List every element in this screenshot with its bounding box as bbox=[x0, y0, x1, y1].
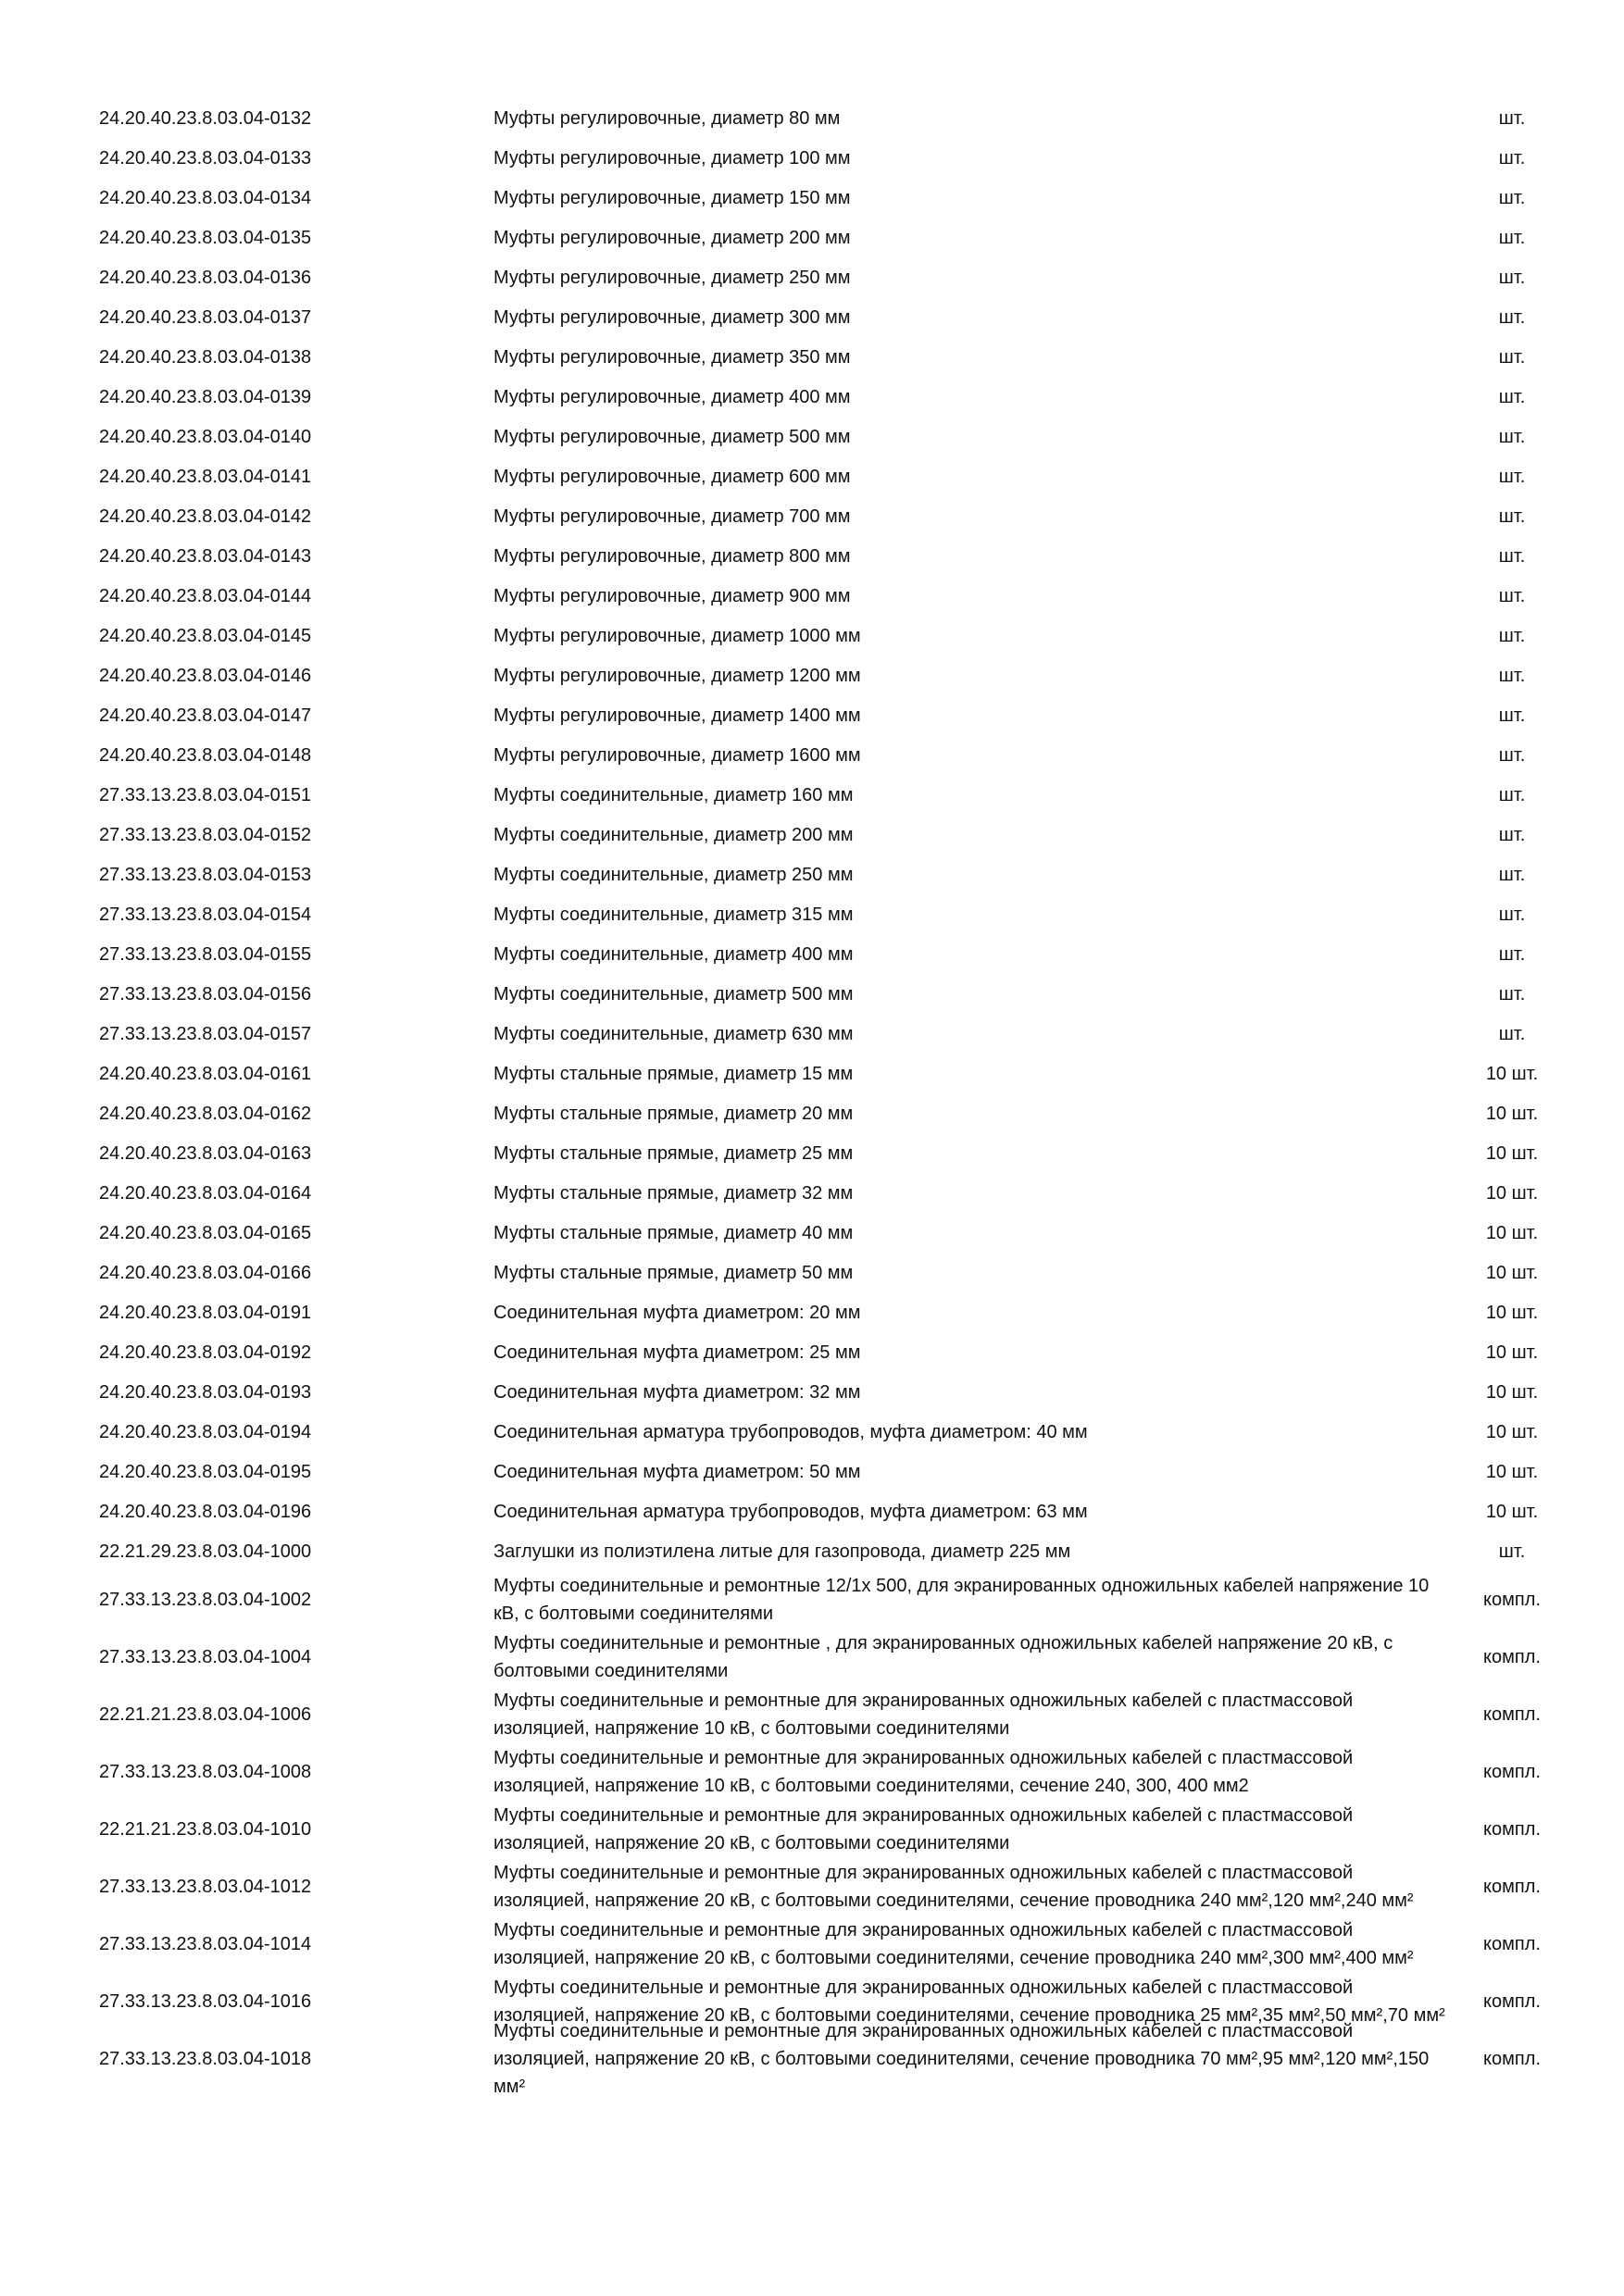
item-unit: компл. bbox=[1483, 1934, 1541, 1954]
item-code: 24.20.40.23.8.03.04-0162 bbox=[99, 1103, 312, 1124]
item-name: Муфты соединительные и ремонтные для экранированных одножильных кабелей с пластмассовой изоляцией, напряжение 20 кВ, с болтовыми соединителями, сечение проводника 70 мм²,95 мм²,120 мм²,150 мм² bbox=[493, 2021, 1430, 2097]
table-row bbox=[0, 1173, 1624, 1213]
item-code: 24.20.40.23.8.03.04-0148 bbox=[99, 744, 312, 766]
item-unit: 10 шт. bbox=[1485, 1341, 1539, 1363]
item-name: Соединительная муфта диаметром: 32 мм bbox=[493, 1381, 861, 1403]
table-row bbox=[0, 1133, 1624, 1173]
item-name: Муфты стальные прямые, диаметр 40 мм bbox=[493, 1222, 854, 1243]
item-name: Муфты регулировочные, диаметр 1400 мм bbox=[493, 705, 861, 726]
item-name: Муфты регулировочные, диаметр 200 мм bbox=[493, 227, 851, 248]
item-name: Муфты регулировочные, диаметр 350 мм bbox=[493, 346, 851, 368]
item-unit: компл. bbox=[1483, 1877, 1541, 1897]
table-row bbox=[0, 1686, 1624, 1743]
item-name: Муфты соединительные и ремонтные для экранированных одножильных кабелей с пластмассовой изоляцией, напряжение 20 кВ, с болтовыми соединителями, сечение проводника 240 мм²,300 мм²,400 мм² bbox=[493, 1920, 1414, 1968]
item-name: Муфты стальные прямые, диаметр 32 мм bbox=[493, 1182, 854, 1204]
item-unit: шт. bbox=[1498, 346, 1526, 368]
item-name: Муфты регулировочные, диаметр 150 мм bbox=[493, 187, 851, 208]
item-code: 24.20.40.23.8.03.04-0135 bbox=[99, 227, 312, 248]
table-row bbox=[0, 1915, 1624, 1973]
price-list-table bbox=[0, 98, 1624, 2097]
table-row bbox=[0, 576, 1624, 616]
item-unit: компл. bbox=[1483, 1991, 1541, 2012]
table-row bbox=[0, 1412, 1624, 1452]
item-code: 24.20.40.23.8.03.04-0132 bbox=[99, 107, 312, 129]
item-code: 24.20.40.23.8.03.04-0142 bbox=[99, 505, 312, 527]
table-row bbox=[0, 974, 1624, 1014]
item-unit: шт. bbox=[1498, 824, 1526, 845]
item-name: Муфты соединительные и ремонтные для экранированных одножильных кабелей с пластмассовой изоляцией, напряжение 10 кВ, с болтовыми соединителями, сечение 240, 300, 400 мм2 bbox=[493, 1748, 1354, 1796]
item-unit: шт. bbox=[1498, 466, 1526, 487]
item-code: 22.21.21.23.8.03.04-1006 bbox=[99, 1704, 312, 1725]
table-row bbox=[0, 775, 1624, 815]
table-row bbox=[0, 1372, 1624, 1412]
item-name: Муфты соединительные и ремонтные для экранированных одножильных кабелей с пластмассовой изоляцией, напряжение 20 кВ, с болтовыми соединителями bbox=[493, 1805, 1354, 1853]
item-unit: 10 шт. bbox=[1485, 1222, 1539, 1243]
item-code: 27.33.13.23.8.03.04-1012 bbox=[99, 1877, 312, 1897]
table-row bbox=[0, 1858, 1624, 1915]
item-unit: шт. bbox=[1498, 505, 1526, 527]
item-unit: компл. bbox=[1483, 1590, 1541, 1610]
item-code: 24.20.40.23.8.03.04-0145 bbox=[99, 625, 312, 646]
item-unit: 10 шт. bbox=[1485, 1182, 1539, 1204]
item-name: Муфты соединительные и ремонтные для экранированных одножильных кабелей с пластмассовой изоляцией, напряжение 20 кВ, с болтовыми соединителями, сечение проводника 25 мм²,35 мм²,50 мм²,70 мм² bbox=[493, 1978, 1445, 2026]
item-name: Муфты стальные прямые, диаметр 25 мм bbox=[493, 1142, 854, 1164]
item-name: Муфты соединительные, диаметр 315 мм bbox=[493, 904, 854, 925]
item-code: 27.33.13.23.8.03.04-0152 bbox=[99, 824, 312, 845]
item-code: 24.20.40.23.8.03.04-0133 bbox=[99, 147, 312, 168]
item-code: 27.33.13.23.8.03.04-1016 bbox=[99, 1991, 312, 2012]
table-row bbox=[0, 337, 1624, 377]
item-code: 24.20.40.23.8.03.04-0139 bbox=[99, 386, 312, 407]
table-row bbox=[0, 1093, 1624, 1133]
item-code: 24.20.40.23.8.03.04-0134 bbox=[99, 187, 312, 208]
item-unit: компл. bbox=[1483, 1762, 1541, 1782]
table-row bbox=[0, 855, 1624, 894]
item-code: 24.20.40.23.8.03.04-0141 bbox=[99, 466, 312, 487]
item-code: 24.20.40.23.8.03.04-0194 bbox=[99, 1421, 312, 1442]
table-row bbox=[0, 377, 1624, 417]
item-name: Муфты соединительные и ремонтные , для экранированных одножильных кабелей напряжение 20 кВ, с болтовыми соединителями bbox=[493, 1633, 1393, 1681]
item-code: 24.20.40.23.8.03.04-0164 bbox=[99, 1182, 312, 1204]
item-unit: компл. bbox=[1483, 1647, 1541, 1667]
item-name: Муфты регулировочные, диаметр 1200 мм bbox=[493, 665, 861, 686]
item-code: 24.20.40.23.8.03.04-0192 bbox=[99, 1341, 312, 1363]
table-row bbox=[0, 1054, 1624, 1093]
item-unit: шт. bbox=[1498, 267, 1526, 288]
item-code: 24.20.40.23.8.03.04-0195 bbox=[99, 1461, 312, 1482]
item-name: Муфты стальные прямые, диаметр 15 мм bbox=[493, 1063, 854, 1084]
item-unit: 10 шт. bbox=[1485, 1262, 1539, 1283]
table-row bbox=[0, 655, 1624, 695]
item-code: 27.33.13.23.8.03.04-0155 bbox=[99, 943, 312, 965]
item-unit: 10 шт. bbox=[1485, 1501, 1539, 1522]
item-name: Соединительная арматура трубопроводов, муфта диаметром: 40 мм bbox=[493, 1421, 1088, 1442]
item-code: 24.20.40.23.8.03.04-0138 bbox=[99, 346, 312, 368]
item-name: Муфты регулировочные, диаметр 400 мм bbox=[493, 386, 851, 407]
item-name: Муфты стальные прямые, диаметр 20 мм bbox=[493, 1103, 854, 1124]
item-name: Муфты регулировочные, диаметр 250 мм bbox=[493, 267, 851, 288]
item-name: Муфты соединительные, диаметр 160 мм bbox=[493, 784, 854, 805]
item-name: Муфты соединительные и ремонтные для экранированных одножильных кабелей с пластмассовой изоляцией, напряжение 10 кВ, с болтовыми соединителями bbox=[493, 1691, 1354, 1739]
item-name: Соединительная муфта диаметром: 25 мм bbox=[493, 1341, 861, 1363]
item-code: 24.20.40.23.8.03.04-0163 bbox=[99, 1142, 312, 1164]
item-unit: 10 шт. bbox=[1485, 1063, 1539, 1084]
item-code: 22.21.29.23.8.03.04-1000 bbox=[99, 1541, 312, 1562]
table-row bbox=[0, 417, 1624, 456]
item-code: 27.33.13.23.8.03.04-1018 bbox=[99, 2049, 312, 2069]
item-unit: шт. bbox=[1498, 904, 1526, 925]
item-code: 27.33.13.23.8.03.04-1014 bbox=[99, 1934, 312, 1954]
table-row bbox=[0, 536, 1624, 576]
item-code: 24.20.40.23.8.03.04-0136 bbox=[99, 267, 312, 288]
item-unit: 10 шт. bbox=[1485, 1381, 1539, 1403]
table-row bbox=[0, 894, 1624, 934]
item-code: 27.33.13.23.8.03.04-0156 bbox=[99, 983, 312, 1004]
table-row bbox=[0, 934, 1624, 974]
item-name: Муфты соединительные, диаметр 250 мм bbox=[493, 864, 854, 885]
item-unit: 10 шт. bbox=[1485, 1103, 1539, 1124]
table-row bbox=[0, 1014, 1624, 1054]
item-unit: шт. bbox=[1498, 864, 1526, 885]
item-unit: компл. bbox=[1483, 1819, 1541, 1840]
item-name: Муфты регулировочные, диаметр 700 мм bbox=[493, 505, 851, 527]
table-row bbox=[0, 1332, 1624, 1372]
item-code: 24.20.40.23.8.03.04-0146 bbox=[99, 665, 312, 686]
item-code: 24.20.40.23.8.03.04-0193 bbox=[99, 1381, 312, 1403]
item-code: 24.20.40.23.8.03.04-0161 bbox=[99, 1063, 312, 1084]
table-row bbox=[0, 1743, 1624, 1801]
table-row bbox=[0, 1801, 1624, 1858]
item-unit: шт. bbox=[1498, 545, 1526, 567]
item-name: Соединительная арматура трубопроводов, муфта диаметром: 63 мм bbox=[493, 1501, 1088, 1522]
item-name: Муфты регулировочные, диаметр 500 мм bbox=[493, 426, 851, 447]
item-name: Муфты регулировочные, диаметр 80 мм bbox=[493, 107, 841, 129]
item-code: 24.20.40.23.8.03.04-0191 bbox=[99, 1302, 312, 1323]
item-code: 27.33.13.23.8.03.04-0151 bbox=[99, 784, 312, 805]
item-unit: шт. bbox=[1498, 625, 1526, 646]
item-unit: шт. bbox=[1498, 983, 1526, 1004]
item-unit: шт. bbox=[1498, 784, 1526, 805]
item-name: Муфты регулировочные, диаметр 900 мм bbox=[493, 585, 851, 606]
table-row bbox=[0, 2021, 1624, 2097]
item-unit: шт. bbox=[1498, 744, 1526, 766]
table-row bbox=[0, 815, 1624, 855]
table-row bbox=[0, 1571, 1624, 1628]
item-name: Соединительная муфта диаметром: 20 мм bbox=[493, 1302, 861, 1323]
item-name: Муфты соединительные, диаметр 630 мм bbox=[493, 1023, 854, 1044]
item-name: Муфты соединительные и ремонтные 12/1х 500, для экранированных одножильных кабелей напряжение 10 кВ, с болтовыми соединителями bbox=[493, 1576, 1430, 1624]
item-code: 24.20.40.23.8.03.04-0140 bbox=[99, 426, 312, 447]
item-unit: шт. bbox=[1498, 147, 1526, 168]
item-name: Муфты соединительные, диаметр 500 мм bbox=[493, 983, 854, 1004]
item-code: 24.20.40.23.8.03.04-0144 bbox=[99, 585, 312, 606]
item-unit: компл. bbox=[1483, 1704, 1541, 1725]
item-code: 24.20.40.23.8.03.04-0137 bbox=[99, 306, 312, 328]
item-unit: шт. bbox=[1498, 1023, 1526, 1044]
table-row bbox=[0, 496, 1624, 536]
item-code: 24.20.40.23.8.03.04-0165 bbox=[99, 1222, 312, 1243]
item-name: Муфты регулировочные, диаметр 1000 мм bbox=[493, 625, 861, 646]
item-code: 27.33.13.23.8.03.04-1004 bbox=[99, 1647, 312, 1667]
item-name: Муфты регулировочные, диаметр 100 мм bbox=[493, 147, 851, 168]
item-name: Муфты регулировочные, диаметр 300 мм bbox=[493, 306, 851, 328]
table-row bbox=[0, 1253, 1624, 1292]
table-row bbox=[0, 297, 1624, 337]
item-name: Муфты соединительные, диаметр 400 мм bbox=[493, 943, 854, 965]
item-unit: шт. bbox=[1498, 665, 1526, 686]
table-row bbox=[0, 1531, 1624, 1571]
table-row bbox=[0, 1491, 1624, 1531]
item-name: Соединительная муфта диаметром: 50 мм bbox=[493, 1461, 861, 1482]
table-row bbox=[0, 616, 1624, 655]
table-row bbox=[0, 257, 1624, 297]
item-unit: 10 шт. bbox=[1485, 1421, 1539, 1442]
item-name: Муфты регулировочные, диаметр 600 мм bbox=[493, 466, 851, 487]
item-code: 24.20.40.23.8.03.04-0166 bbox=[99, 1262, 312, 1283]
table-row bbox=[0, 138, 1624, 178]
item-name: Муфты регулировочные, диаметр 1600 мм bbox=[493, 744, 861, 766]
item-name: Муфты регулировочные, диаметр 800 мм bbox=[493, 545, 851, 567]
table-row bbox=[0, 1452, 1624, 1491]
item-code: 27.33.13.23.8.03.04-0157 bbox=[99, 1023, 312, 1044]
item-unit: шт. bbox=[1498, 705, 1526, 726]
item-unit: шт. bbox=[1498, 107, 1526, 129]
item-code: 27.33.13.23.8.03.04-1002 bbox=[99, 1590, 312, 1610]
item-unit: 10 шт. bbox=[1485, 1461, 1539, 1482]
item-unit: шт. bbox=[1498, 426, 1526, 447]
item-name: Заглушки из полиэтилена литые для газопровода, диаметр 225 мм bbox=[493, 1541, 1071, 1562]
item-code: 24.20.40.23.8.03.04-0196 bbox=[99, 1501, 312, 1522]
table-row bbox=[0, 695, 1624, 735]
item-name: Муфты стальные прямые, диаметр 50 мм bbox=[493, 1262, 854, 1283]
item-unit: шт. bbox=[1498, 386, 1526, 407]
item-unit: 10 шт. bbox=[1485, 1302, 1539, 1323]
item-name: Муфты соединительные и ремонтные для экранированных одножильных кабелей с пластмассовой изоляцией, напряжение 20 кВ, с болтовыми соединителями, сечение проводника 240 мм²,120 мм²,240 мм² bbox=[493, 1863, 1414, 1911]
table-row bbox=[0, 1628, 1624, 1686]
item-code: 27.33.13.23.8.03.04-1008 bbox=[99, 1762, 312, 1782]
item-code: 27.33.13.23.8.03.04-0153 bbox=[99, 864, 312, 885]
table-row bbox=[0, 456, 1624, 496]
table-row bbox=[0, 218, 1624, 257]
item-code: 24.20.40.23.8.03.04-0143 bbox=[99, 545, 312, 567]
item-code: 22.21.21.23.8.03.04-1010 bbox=[99, 1819, 312, 1840]
table-row bbox=[0, 178, 1624, 218]
item-name: Муфты соединительные, диаметр 200 мм bbox=[493, 824, 854, 845]
item-unit: шт. bbox=[1498, 187, 1526, 208]
table-row bbox=[0, 735, 1624, 775]
item-unit: компл. bbox=[1483, 2049, 1541, 2069]
item-code: 24.20.40.23.8.03.04-0147 bbox=[99, 705, 312, 726]
table-row bbox=[0, 1292, 1624, 1332]
item-unit: шт. bbox=[1498, 306, 1526, 328]
item-unit: 10 шт. bbox=[1485, 1142, 1539, 1164]
item-unit: шт. bbox=[1498, 227, 1526, 248]
table-row bbox=[0, 98, 1624, 138]
table-row bbox=[0, 1213, 1624, 1253]
item-unit: шт. bbox=[1498, 1541, 1526, 1562]
item-code: 27.33.13.23.8.03.04-0154 bbox=[99, 904, 312, 925]
item-unit: шт. bbox=[1498, 585, 1526, 606]
item-unit: шт. bbox=[1498, 943, 1526, 965]
